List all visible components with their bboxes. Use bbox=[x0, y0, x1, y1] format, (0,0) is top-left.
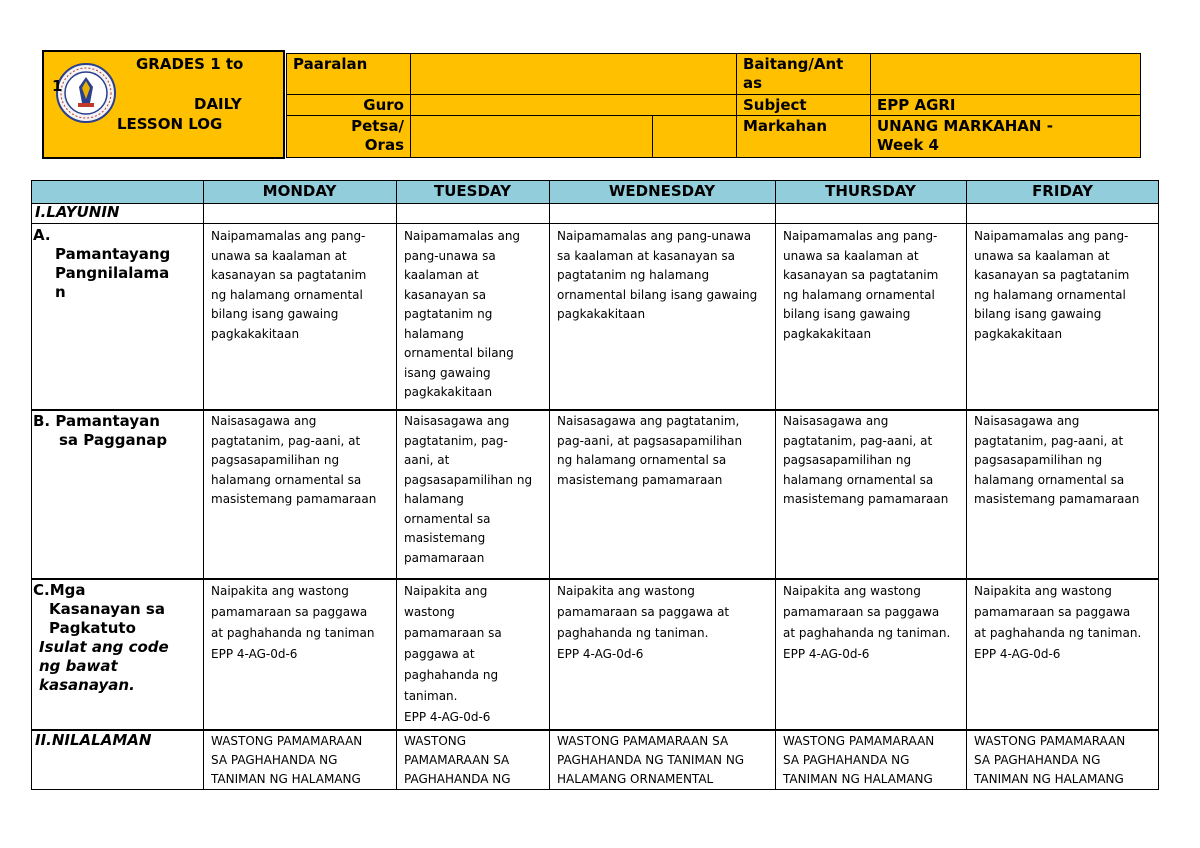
cell-text-line: pagtatanim, pag- bbox=[404, 433, 508, 448]
cell-text-line: WASTONG PAMAMARAAN bbox=[783, 734, 935, 748]
header-logo-block bbox=[42, 50, 285, 159]
header-text: THURSDAY bbox=[825, 182, 916, 200]
table-grid-line bbox=[31, 789, 1159, 790]
cell-text-line: Naipakita ang wastong bbox=[557, 584, 695, 598]
subject-value: EPP AGRI bbox=[877, 96, 956, 114]
quarter-value-cell[interactable] bbox=[870, 115, 1141, 158]
cell-text-line: Naipamamalas ang pang- bbox=[211, 229, 366, 243]
header-text: A. bbox=[33, 226, 51, 244]
cell-text-line: SA PAGHAHANDA NG bbox=[974, 753, 1101, 767]
cell-a-monday bbox=[203, 227, 396, 344]
cell-text-line: halamang bbox=[404, 492, 464, 506]
cell-text-line: bilang isang gawaing bbox=[783, 307, 911, 321]
cell-text-line: Naipamamalas ang pang- bbox=[974, 229, 1129, 243]
cell-text-line: halamang ornamental sa bbox=[974, 472, 1125, 487]
grade-number: 1 bbox=[52, 77, 63, 95]
table-grid-line bbox=[31, 180, 32, 790]
teacher-value-cell[interactable] bbox=[410, 94, 737, 116]
cell-nilalaman-thursday bbox=[775, 732, 966, 789]
grade-label-cell bbox=[736, 53, 871, 95]
table-grid-line bbox=[31, 729, 1159, 731]
corner-header-cell bbox=[31, 180, 203, 203]
table-grid-line bbox=[31, 578, 1159, 580]
header-text: Kasanayan sa bbox=[49, 600, 165, 618]
row-label-layunin: I.LAYUNIN bbox=[35, 203, 120, 221]
cell-text-line: PAGHAHANDA NG bbox=[404, 772, 511, 786]
cell-text-line: halamang ornamental sa bbox=[783, 472, 934, 487]
header-text: B. Pamantayan bbox=[33, 412, 160, 430]
cell-text-line: Naisasagawa ang bbox=[783, 414, 889, 428]
cell-text-line: pang-unawa sa bbox=[404, 248, 496, 263]
deped-seal-icon bbox=[56, 63, 116, 123]
cell-text-line: pagkakakitaan bbox=[211, 326, 300, 341]
cell-text-line: ng halamang ornamental bbox=[211, 287, 363, 302]
cell-text-line: at paghahanda ng taniman. bbox=[974, 626, 1142, 640]
table-grid-line bbox=[31, 180, 1159, 181]
cell-text-line: HALAMANG ORNAMENTAL bbox=[557, 772, 714, 786]
cell-text-line: EPP 4-AG-0d-6 bbox=[211, 647, 298, 661]
cell-text-line: WASTONG PAMAMARAAN SA bbox=[557, 734, 729, 748]
cell-nilalaman-wednesday bbox=[549, 732, 775, 789]
header-text: C.Mga bbox=[33, 581, 86, 599]
cell-text-line: Naipakita ang bbox=[404, 584, 488, 598]
lesson-log-table bbox=[31, 180, 1159, 790]
cell-text-line: kasanayan sa pagtatanim bbox=[211, 268, 367, 282]
header-text: FRIDAY bbox=[1032, 182, 1093, 200]
cell-nilalaman-friday bbox=[966, 732, 1159, 789]
header-text: Pagkatuto bbox=[49, 619, 136, 637]
cell-text-line: Naisasagawa ang bbox=[404, 414, 510, 428]
table-grid-line bbox=[31, 223, 1159, 224]
cell-text-line: masistemang bbox=[404, 531, 486, 545]
header-text: kasanayan. bbox=[39, 676, 135, 694]
cell-b-tuesday bbox=[396, 412, 549, 568]
cell-b-wednesday bbox=[549, 412, 775, 490]
title-line-1: GRADES 1 to bbox=[136, 55, 244, 73]
row-label-nilalaman: II.NILALAMAN bbox=[35, 731, 152, 749]
cell-text-line: pagsasapamilihan ng bbox=[211, 453, 340, 467]
cell-text-line: wastong bbox=[404, 605, 455, 619]
cell-text-line: Naipakita ang wastong bbox=[211, 584, 349, 598]
header-text: Pangnilalama bbox=[55, 264, 170, 282]
cell-text-line: TANIMAN NG HALAMANG bbox=[211, 772, 361, 786]
row-label-b bbox=[33, 412, 167, 450]
cell-text-line: TANIMAN NG HALAMANG bbox=[974, 772, 1124, 786]
cell-text-line: pamamaraan sa bbox=[404, 626, 502, 640]
cell-text-line: pagtatanim, pag-aani, at bbox=[783, 433, 933, 448]
cell-text-line: WASTONG PAMAMARAAN bbox=[974, 734, 1126, 748]
cell-c-tuesday bbox=[396, 581, 549, 728]
cell-text-line: bilang isang gawaing bbox=[211, 307, 339, 321]
cell-text-line: ng halamang ornamental bbox=[783, 287, 935, 302]
header-text: n bbox=[55, 283, 66, 301]
cell-text-line: pagtatanim, pag-aani, at bbox=[211, 433, 361, 448]
time-value-cell[interactable] bbox=[652, 115, 737, 158]
teacher-label: Guro bbox=[363, 96, 404, 114]
date-label-line-1: Petsa/ bbox=[351, 117, 404, 135]
cell-text-line: kasanayan sa pagtatanim bbox=[783, 268, 939, 282]
cell-text-line: bilang isang gawaing bbox=[974, 307, 1102, 321]
cell-text-line: unawa sa kaalaman at bbox=[783, 248, 919, 263]
cell-text-line: WASTONG bbox=[404, 734, 467, 748]
cell-text-line: Naipamamalas ang bbox=[404, 229, 521, 243]
cell-c-wednesday bbox=[549, 581, 775, 665]
cell-text-line: Naisasagawa ang bbox=[974, 414, 1080, 428]
cell-text-line: ornamental sa bbox=[404, 511, 491, 526]
cell-text-line: kaalaman at bbox=[404, 268, 479, 282]
header-text: MONDAY bbox=[262, 182, 337, 200]
day-header-wednesday bbox=[549, 180, 775, 203]
cell-text-line: pamamaraan sa paggawa bbox=[783, 605, 940, 619]
cell-a-thursday bbox=[775, 227, 966, 344]
cell-text-line: SA PAGHAHANDA NG bbox=[783, 753, 910, 767]
quarter-value-line-2: Week 4 bbox=[877, 136, 939, 154]
header-text: Pamantayang bbox=[55, 245, 171, 263]
cell-text-line: ng halamang ornamental sa bbox=[557, 453, 727, 467]
cell-text-line: at paghahanda ng taniman bbox=[211, 626, 375, 640]
cell-a-tuesday bbox=[396, 227, 549, 403]
cell-text-line: halamang bbox=[404, 326, 464, 341]
cell-text-line: aani, at bbox=[404, 453, 450, 467]
cell-text-line: at paghahanda ng taniman. bbox=[783, 626, 951, 640]
cell-text-line: pagsasapamilihan ng bbox=[404, 472, 533, 487]
title-line-2: DAILY bbox=[194, 95, 242, 113]
cell-text-line: pagtatanim ng halamang bbox=[557, 268, 710, 282]
cell-text-line: Naipakita ang wastong bbox=[783, 584, 921, 598]
date-label-line-2: Oras bbox=[364, 136, 404, 154]
quarter-label: Markahan bbox=[743, 117, 828, 135]
cell-text-line: kasanayan sa bbox=[404, 287, 487, 302]
cell-text-line: isang gawaing bbox=[404, 365, 491, 380]
row-label-a bbox=[33, 226, 170, 302]
date-value-cell[interactable] bbox=[410, 115, 653, 158]
header-text: sa Pagganap bbox=[59, 431, 168, 449]
cell-text-line: pagsasapamilihan ng bbox=[783, 453, 912, 467]
cell-text-line: ornamental bilang bbox=[404, 346, 514, 360]
day-header-friday bbox=[966, 180, 1159, 203]
cell-text-line: pagkakakitaan bbox=[974, 326, 1063, 341]
cell-text-line: pagkakakitaan bbox=[557, 307, 646, 321]
grade-label-line-2: as bbox=[743, 74, 763, 92]
grade-value-cell[interactable] bbox=[870, 53, 1141, 95]
cell-text-line: ng halamang ornamental bbox=[974, 287, 1126, 302]
cell-text-line: pamamaraan sa paggawa bbox=[974, 605, 1131, 619]
cell-text-line: masistemang pamamaraan bbox=[557, 472, 723, 487]
subject-label: Subject bbox=[743, 96, 807, 114]
cell-nilalaman-monday bbox=[203, 732, 396, 789]
cell-text-line: Naisasagawa ang pagtatanim, bbox=[557, 414, 740, 428]
cell-text-line: masistemang pamamaraan bbox=[783, 492, 949, 506]
cell-text-line: PAGHAHANDA NG TANIMAN NG bbox=[557, 753, 745, 767]
subject-value-cell[interactable] bbox=[870, 94, 1141, 116]
cell-text-line: unawa sa kaalaman at bbox=[974, 248, 1110, 263]
cell-text-line: EPP 4-AG-0d-6 bbox=[557, 647, 644, 661]
cell-text-line: ornamental bilang isang gawaing bbox=[557, 287, 758, 302]
row-label-c bbox=[33, 581, 169, 695]
quarter-value-line-1: UNANG MARKAHAN - bbox=[877, 117, 1053, 135]
header-text: TUESDAY bbox=[434, 182, 511, 200]
cell-text-line: paghahanda ng bbox=[404, 668, 499, 682]
cell-b-monday bbox=[203, 412, 396, 510]
cell-text-line: Naipakita ang wastong bbox=[974, 584, 1112, 598]
cell-text-line: Naisasagawa ang bbox=[211, 414, 317, 428]
cell-c-friday bbox=[966, 581, 1159, 665]
cell-text-line: PAMAMARAAN SA bbox=[404, 753, 510, 767]
header-text: Isulat ang code bbox=[39, 638, 169, 656]
cell-text-line: kasanayan sa pagtatanim bbox=[974, 268, 1130, 282]
table-grid-line bbox=[31, 203, 1159, 204]
cell-c-monday bbox=[203, 581, 396, 665]
cell-text-line: halamang ornamental sa bbox=[211, 472, 362, 487]
cell-a-friday bbox=[966, 227, 1159, 344]
cell-text-line: masistemang pamamaraan bbox=[974, 492, 1140, 506]
day-header-thursday bbox=[775, 180, 966, 203]
school-label: Paaralan bbox=[293, 55, 368, 73]
cell-text-line: WASTONG PAMAMARAAN bbox=[211, 734, 363, 748]
cell-text-line: pamamaraan bbox=[404, 550, 485, 565]
cell-text-line: pamamaraan sa paggawa bbox=[211, 605, 368, 619]
quarter-label-cell bbox=[736, 115, 871, 158]
cell-text-line: pagtatanim, pag-aani, at bbox=[974, 433, 1124, 448]
cell-text-line: Naipamamalas ang pang- bbox=[783, 229, 938, 243]
cell-b-friday bbox=[966, 412, 1159, 510]
cell-text-line: sa kaalaman at kasanayan sa bbox=[557, 248, 736, 263]
title-line-3: LESSON LOG bbox=[117, 115, 223, 133]
cell-text-line: EPP 4-AG-0d-6 bbox=[783, 647, 870, 661]
day-header-monday bbox=[203, 180, 396, 203]
grade-label-line-1: Baitang/Ant bbox=[743, 55, 844, 73]
cell-text-line: paggawa at bbox=[404, 647, 475, 661]
cell-text-line: taniman. bbox=[404, 689, 458, 703]
cell-text-line: pagsasapamilihan ng bbox=[974, 453, 1103, 467]
cell-text-line: Naipamamalas ang pang-unawa bbox=[557, 229, 752, 243]
cell-text-line: pagkakakitaan bbox=[783, 326, 872, 341]
cell-c-thursday bbox=[775, 581, 966, 665]
cell-text-line: unawa sa kaalaman at bbox=[211, 248, 347, 263]
cell-nilalaman-tuesday bbox=[396, 732, 549, 789]
cell-text-line: masistemang pamamaraan bbox=[211, 492, 377, 506]
cell-text-line: pamamaraan sa paggawa at bbox=[557, 605, 730, 619]
cell-text-line: paghahanda ng taniman. bbox=[557, 626, 709, 640]
cell-text-line: EPP 4-AG-0d-6 bbox=[404, 710, 491, 724]
school-value-cell[interactable] bbox=[410, 53, 737, 95]
subject-label-cell bbox=[736, 94, 871, 116]
teacher-label-cell bbox=[286, 94, 411, 116]
cell-text-line: SA PAGHAHANDA NG bbox=[211, 753, 338, 767]
cell-a-wednesday bbox=[549, 227, 775, 325]
cell-text-line: pagtatanim ng bbox=[404, 307, 493, 321]
header-text: WEDNESDAY bbox=[608, 182, 716, 200]
cell-text-line: TANIMAN NG HALAMANG bbox=[783, 772, 933, 786]
day-header-tuesday bbox=[396, 180, 549, 203]
cell-b-thursday bbox=[775, 412, 966, 510]
date-label-cell bbox=[286, 115, 411, 158]
cell-text-line: pag-aani, at pagsasapamilihan bbox=[557, 433, 743, 448]
table-grid-line bbox=[31, 409, 1159, 411]
cell-text-line: EPP 4-AG-0d-6 bbox=[974, 647, 1061, 661]
school-label-cell bbox=[286, 53, 411, 95]
header-text: ng bawat bbox=[39, 657, 118, 675]
cell-text-line: pagkakakitaan bbox=[404, 385, 493, 399]
